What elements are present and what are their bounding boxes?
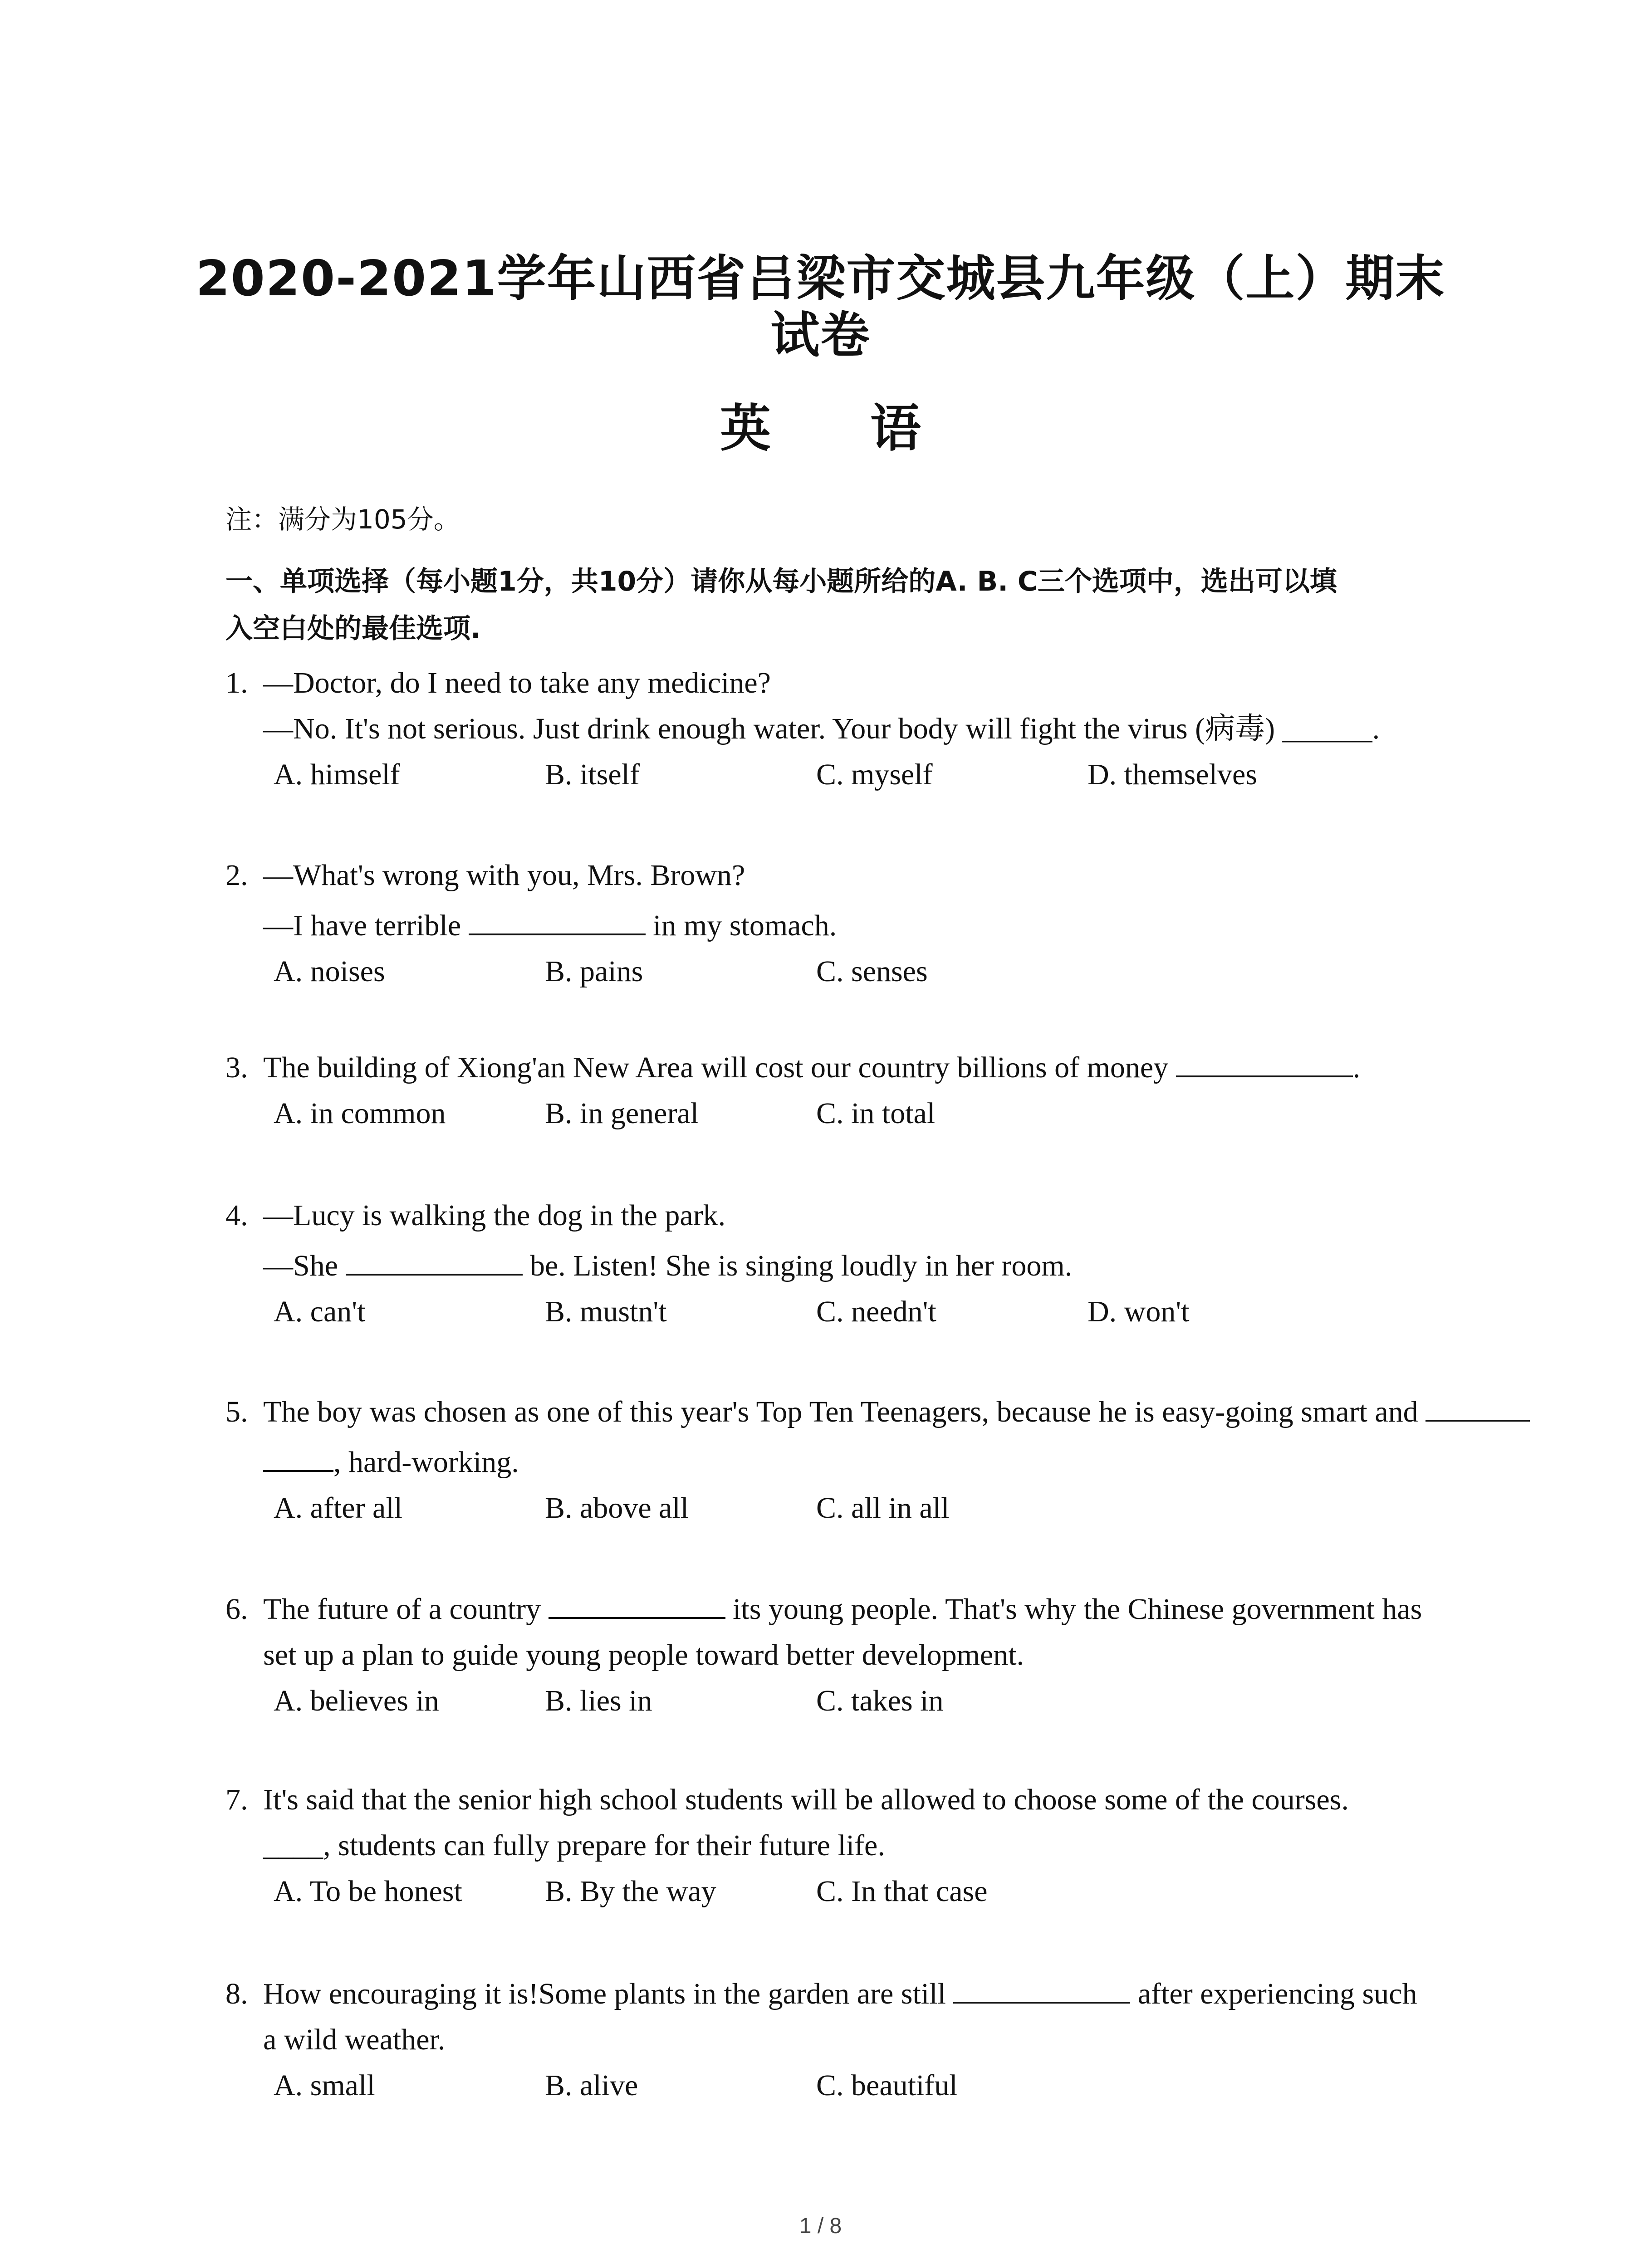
question-text: a wild weather.: [263, 2023, 446, 2056]
question-text: [263, 903, 837, 948]
question-text: [263, 1439, 519, 1485]
answer-blank: [346, 1246, 523, 1276]
options-row: [225, 752, 1577, 797]
question-number: 4.: [225, 1199, 248, 1232]
question-4: [225, 1193, 1577, 1330]
options-row: [225, 1289, 1577, 1334]
question-1: [225, 660, 1577, 797]
question-text: [263, 1243, 1072, 1289]
score-note: 注：满分为105分。: [225, 504, 460, 535]
option-a: A. himself: [274, 758, 400, 791]
subject-heading: 英 语: [720, 399, 962, 458]
question-text: [263, 1045, 1360, 1090]
option-a: A. can't: [274, 1295, 366, 1328]
question-text-part: in my stomach.: [645, 909, 837, 942]
question-line: [225, 1823, 1577, 1868]
question-8: [225, 1971, 1577, 2108]
options-row: [225, 1090, 1577, 1136]
answer-blank: [469, 905, 646, 935]
question-line: [225, 1632, 1577, 1678]
question-text: [263, 1823, 885, 1868]
question-text-part: , hard-working.: [333, 1446, 519, 1479]
question-text: [263, 1389, 1530, 1435]
options-row: [225, 2063, 1577, 2108]
question-text: —What's wrong with you, Mrs. Brown?: [263, 859, 745, 892]
question-text-part: The boy was chosen as one of this year's Top Ten Teenagers, because he is easy-going smart and: [263, 1395, 1426, 1428]
question-text: —Doctor, do I need to take any medicine?: [263, 666, 771, 699]
option-a: A. in common: [274, 1097, 446, 1130]
option-c: C. beautiful: [816, 2069, 958, 2102]
option-c: C. all in all: [816, 1491, 950, 1525]
question-text-part: The building of Xiong'an New Area will cost our country billions of money: [263, 1051, 1176, 1084]
exam-title-line1: 2020-2021学年山西省吕梁市交城县九年级（上）期末: [196, 250, 1445, 307]
answer-blank: [263, 1442, 333, 1472]
question-line: [225, 852, 1577, 898]
option-a: A. To be honest: [274, 1875, 462, 1908]
question-text: [263, 1586, 1422, 1632]
question-line: [225, 1586, 1577, 1632]
question-text: [263, 1971, 1417, 2017]
question-number: 2.: [225, 859, 248, 892]
options-row: [225, 1485, 1577, 1531]
option-a: A. believes in: [274, 1684, 439, 1717]
question-line: [225, 1971, 1577, 2017]
option-a: A. small: [274, 2069, 375, 2102]
option-c: C. In that case: [816, 1875, 988, 1908]
question-text-part: —She: [263, 1249, 346, 1282]
exam-title-line2: 试卷: [770, 307, 871, 364]
question-number: 6.: [225, 1593, 248, 1626]
question-text: [263, 706, 1380, 752]
question-text-part: —No. It's not serious. Just drink enough water. Your body will fight the virus (病毒): [263, 712, 1283, 745]
answer-blank: ____: [263, 1829, 323, 1862]
option-d: D. won't: [1087, 1295, 1190, 1328]
option-b: B. alive: [545, 2069, 638, 2102]
question-text: —Lucy is walking the dog in the park.: [263, 1199, 726, 1232]
section-instructions-line1: 一、单项选择（每小题1分，共10分）请你从每小题所给的A. B. C三个选项中，选出可以填: [225, 566, 1337, 597]
option-c: C. in total: [816, 1097, 936, 1130]
option-c: C. senses: [816, 955, 928, 988]
question-text-part: —I have terrible: [263, 909, 469, 942]
question-number: 1.: [225, 666, 248, 699]
option-d: D. themselves: [1087, 758, 1257, 791]
option-b: B. By the way: [545, 1875, 716, 1908]
option-b: B. above all: [545, 1491, 689, 1525]
question-text-part: The future of a country: [263, 1593, 549, 1626]
question-line: [225, 1439, 1577, 1485]
question-6: [225, 1586, 1577, 1724]
question-text-part: its young people. That's why the Chinese government has: [725, 1593, 1422, 1626]
option-c: C. takes in: [816, 1684, 944, 1717]
page-number: 1 / 8: [799, 2214, 842, 2238]
question-number: 5.: [225, 1395, 248, 1428]
answer-blank: [953, 1974, 1130, 2004]
option-c: C. myself: [816, 758, 933, 791]
question-line: [225, 1389, 1577, 1435]
section-instructions: [225, 558, 1469, 652]
answer-blank: [1425, 1392, 1530, 1422]
question-number: 7.: [225, 1783, 248, 1816]
question-text-part: , students can fully prepare for their future life.: [323, 1829, 885, 1862]
question-number: 3.: [225, 1051, 248, 1084]
option-b: B. itself: [545, 758, 640, 791]
question-text-part: after experiencing such: [1130, 1977, 1417, 2010]
question-text: set up a plan to guide young people toward better development.: [263, 1638, 1024, 1672]
question-3: [225, 1045, 1577, 1136]
option-a: A. noises: [274, 955, 385, 988]
question-text: It's said that the senior high school students will be allowed to choose some of the courses.: [263, 1783, 1349, 1816]
answer-blank: [1176, 1047, 1353, 1077]
option-a: A. after all: [274, 1491, 403, 1525]
question-line: [225, 1243, 1577, 1289]
option-b: B. mustn't: [545, 1295, 667, 1328]
question-line: [225, 1193, 1577, 1238]
answer-blank: [549, 1589, 725, 1619]
answer-blank: ______: [1282, 712, 1372, 745]
question-2: [225, 852, 1577, 990]
question-line: [225, 706, 1577, 752]
option-c: C. needn't: [816, 1295, 936, 1328]
options-row: [225, 1678, 1577, 1724]
option-b: B. in general: [545, 1097, 699, 1130]
question-line: [225, 660, 1577, 706]
question-7: [225, 1777, 1577, 1914]
option-b: B. lies in: [545, 1684, 652, 1717]
question-line: [225, 2017, 1577, 2063]
question-text-part: be. Listen! She is singing loudly in her room.: [522, 1249, 1073, 1282]
options-row: [225, 1868, 1577, 1914]
question-line: [225, 1045, 1577, 1090]
options-row: [225, 948, 1577, 994]
question-text-part: .: [1372, 712, 1380, 745]
question-line: [225, 1777, 1577, 1823]
question-number: 8.: [225, 1977, 248, 2010]
option-b: B. pains: [545, 955, 643, 988]
question-text-part: .: [1352, 1051, 1361, 1084]
question-line: [225, 903, 1577, 948]
question-text-part: How encouraging it is!Some plants in the garden are still: [263, 1977, 954, 2010]
question-5: [225, 1389, 1577, 1526]
section-instructions-line2: 入空白处的最佳选项.: [225, 613, 481, 645]
